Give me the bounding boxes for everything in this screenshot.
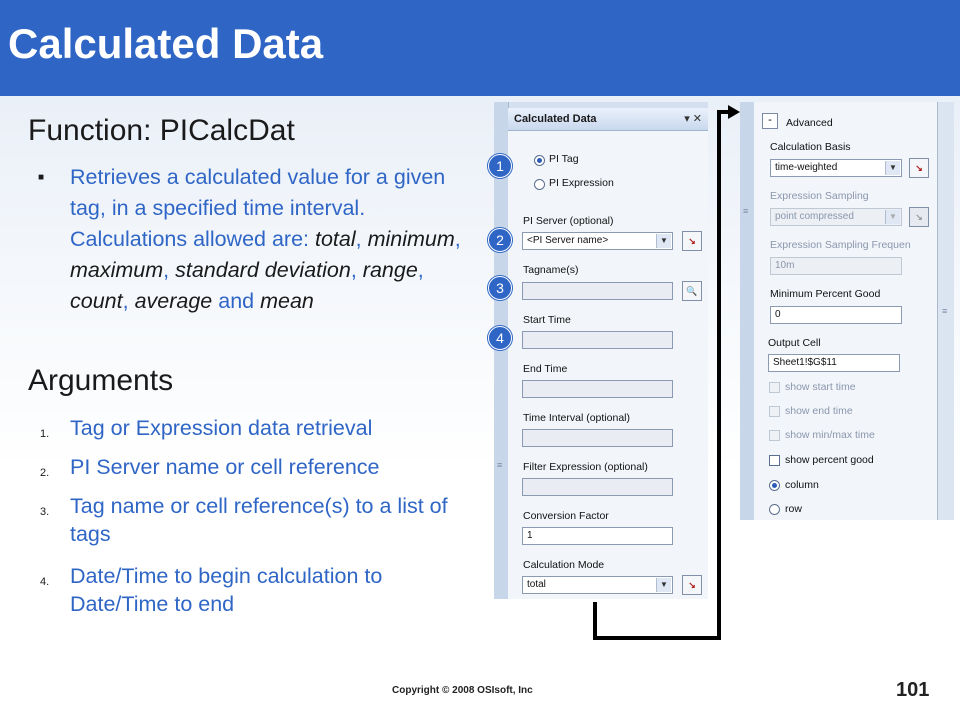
pi-server-label: PI Server (optional)	[523, 215, 614, 227]
cell-reference-button[interactable]: ↘	[682, 575, 702, 595]
show-percent-good-label: show percent good	[785, 454, 874, 466]
tag-search-icon[interactable]: 🔍	[682, 281, 702, 301]
chevron-down-icon: ▼	[656, 578, 671, 592]
tagname-label: Tagname(s)	[523, 264, 579, 276]
calculation-mode-select[interactable]: total ▼	[522, 576, 673, 594]
callout-badge-1: 1	[488, 154, 512, 178]
argument-item: 4. Date/Time to begin calculation to Date/Time to end	[40, 564, 383, 616]
cell-reference-button[interactable]: ↘	[682, 231, 702, 251]
radio-pi-tag-label: PI Tag	[549, 153, 579, 165]
cell-reference-button[interactable]: ↘	[909, 158, 929, 178]
connector-line	[595, 112, 730, 638]
expression-sampling-select[interactable]: point compressed ▼	[770, 208, 902, 226]
page-number: 101	[896, 679, 930, 701]
slide-title: Calculated Data	[8, 20, 324, 67]
calculation-mode-label: Calculation Mode	[523, 559, 605, 571]
callout-badge-4: 4	[488, 326, 512, 350]
callout-badge-2: 2	[488, 228, 512, 252]
arguments-heading: Arguments	[28, 364, 174, 397]
radio-pi-expression-label: PI Expression	[549, 177, 614, 189]
conversion-factor-label: Conversion Factor	[523, 510, 609, 522]
advanced-collapse-button[interactable]: -	[762, 113, 778, 129]
grip-icon: ≡	[743, 206, 749, 216]
show-end-time-label: show end time	[785, 405, 853, 417]
pane-close-icon[interactable]: ▾ ✕	[684, 113, 702, 125]
cell-reference-button[interactable]: ↘	[909, 207, 929, 227]
pi-server-select[interactable]: <PI Server name> ▼	[522, 232, 673, 250]
argument-item: 1. Tag or Expression data retrieval	[40, 416, 373, 440]
pane-title: Calculated Data	[514, 113, 597, 125]
chevron-down-icon: ▼	[885, 210, 900, 224]
grip-icon: ≡	[497, 460, 503, 470]
filter-expression-label: Filter Expression (optional)	[523, 461, 648, 473]
output-cell-label: Output Cell	[768, 337, 821, 349]
output-cell-input[interactable]: Sheet1!$G$11	[768, 354, 900, 372]
argument-item: 3. Tag name or cell reference(s) to a list of tags	[40, 494, 448, 546]
advanced-label: Advanced	[786, 117, 833, 129]
radio-row-label: row	[785, 503, 802, 515]
grip-icon: ≡	[942, 306, 948, 316]
function-heading: Function: PICalcDat	[28, 114, 295, 147]
bullet-square-icon: ■	[38, 172, 45, 183]
min-percent-good-label: Minimum Percent Good	[770, 288, 881, 300]
start-time-label: Start Time	[523, 314, 571, 326]
time-interval-label: Time Interval (optional)	[523, 412, 630, 424]
callout-badge-3: 3	[488, 276, 512, 300]
calculation-basis-select[interactable]: time-weighted ▼	[770, 159, 902, 177]
connector-arrowhead-icon	[728, 105, 740, 119]
chevron-down-icon: ▼	[656, 234, 671, 248]
sampling-frequency-input[interactable]: 10m	[770, 257, 902, 275]
conversion-factor-input[interactable]: 1	[522, 527, 673, 545]
show-start-time-label: show start time	[785, 381, 856, 393]
radio-column-label: column	[785, 479, 819, 491]
chevron-down-icon: ▼	[885, 161, 900, 175]
sampling-frequency-label: Expression Sampling Frequen	[770, 239, 911, 251]
function-description: Retrieves a calculated value for a given tag, in a specified time interval. Calculations allowed are: total, minimum, maximum, standard deviation, range, count, average and mean	[70, 165, 461, 313]
show-min-max-time-label: show min/max time	[785, 429, 875, 441]
calculation-basis-label: Calculation Basis	[770, 141, 851, 153]
copyright-text: Copyright © 2008 OSIsoft, Inc	[392, 685, 533, 696]
end-time-label: End Time	[523, 363, 568, 375]
min-percent-good-input[interactable]: 0	[770, 306, 902, 324]
argument-item: 2. PI Server name or cell reference	[40, 455, 380, 479]
expression-sampling-label: Expression Sampling	[770, 190, 869, 202]
